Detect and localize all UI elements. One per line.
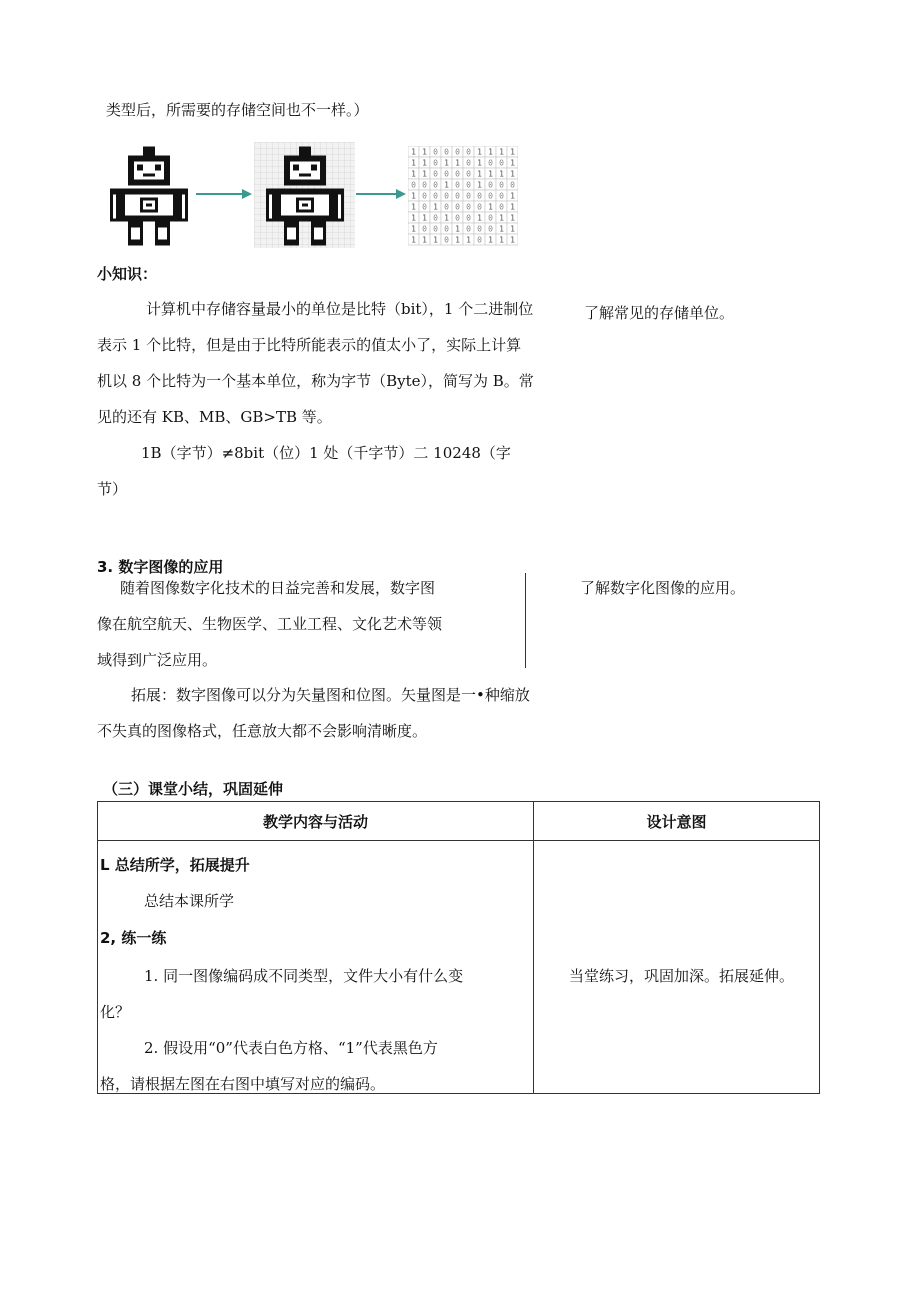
grid-digit: 0	[499, 158, 504, 168]
grid-digit: 0	[466, 180, 471, 190]
grid-digit: 0	[411, 180, 416, 190]
grid-digit: 0	[488, 213, 493, 223]
grid-digit: 0	[477, 202, 482, 212]
binary-code-grid	[408, 146, 518, 246]
grid-digit: 1	[510, 147, 515, 157]
grid-digit: 0	[477, 235, 482, 245]
grid-digit: 1	[444, 158, 449, 168]
summary-heading: （三）课堂小结，巩固延伸	[103, 780, 284, 798]
grid-digit: 1	[455, 235, 460, 245]
grid-digit: 1	[444, 180, 449, 190]
grid-digit: 1	[455, 158, 460, 168]
section3-line: 像在航空航天、生物医学、工业工程、文化艺术等领	[97, 615, 443, 633]
grid-digit: 0	[466, 191, 471, 201]
grid-digit: 0	[444, 235, 449, 245]
grid-digit: 0	[422, 224, 427, 234]
grid-digit: 1	[422, 147, 427, 157]
grid-background	[254, 142, 355, 248]
grid-digit: 1	[510, 235, 515, 245]
grid-digit: 0	[466, 202, 471, 212]
grid-digit: 0	[466, 147, 471, 157]
grid-digit: 1	[499, 169, 504, 179]
tip-line: 见的还有 KB、MB、GB>TB 等。	[97, 408, 332, 426]
grid-digit: 0	[466, 213, 471, 223]
arrow-right-icon	[196, 187, 252, 201]
item1-text: 总结本课所学	[144, 892, 235, 910]
grid-digit: 0	[444, 224, 449, 234]
grid-digit: 1	[499, 235, 504, 245]
summary-table	[97, 801, 820, 1094]
grid-digit: 0	[433, 213, 438, 223]
grid-digit: 1	[477, 169, 482, 179]
tip-line: 1B（字节）≠8bit（位）1 处（千字节）二 10248（字	[141, 444, 511, 462]
grid-digit: 0	[433, 169, 438, 179]
tip-heading: 小知识：	[97, 265, 158, 283]
grid-digit: 0	[477, 191, 482, 201]
table-header-intent: 设计意图	[534, 802, 820, 841]
grid-digit: 0	[455, 180, 460, 190]
grid-digit: 0	[422, 202, 427, 212]
grid-digit: 0	[455, 213, 460, 223]
grid-digit: 0	[422, 191, 427, 201]
grid-digit: 1	[411, 224, 416, 234]
grid-digit: 1	[499, 213, 504, 223]
grid-digit: 0	[422, 180, 427, 190]
grid-digit: 0	[455, 202, 460, 212]
grid-digit: 1	[411, 202, 416, 212]
tip-line: 机以 8 个比特为一个基本单位，称为字节（Byte），简写为 B。常	[97, 372, 534, 390]
grid-digit: 1	[422, 235, 427, 245]
grid-digit: 1	[510, 202, 515, 212]
grid-digit: 0	[433, 158, 438, 168]
grid-digit: 0	[455, 169, 460, 179]
grid-digit: 0	[466, 158, 471, 168]
grid-digit: 0	[510, 180, 515, 190]
robot-icon-gridded	[266, 146, 344, 246]
grid-digit: 1	[488, 147, 493, 157]
item2-title: 2, 练一练	[100, 929, 167, 947]
grid-digit: 1	[455, 224, 460, 234]
grid-digit: 0	[455, 147, 460, 157]
grid-digit: 1	[510, 191, 515, 201]
column-divider	[525, 573, 526, 668]
grid-digit: 0	[488, 158, 493, 168]
grid-digit: 0	[433, 147, 438, 157]
intro-line: 类型后，所需要的存储空间也不一样。）	[106, 101, 369, 119]
grid-digit: 1	[488, 169, 493, 179]
grid-digit: 1	[510, 224, 515, 234]
grid-digit: 0	[488, 191, 493, 201]
section3-heading: 3. 数字图像的应用	[97, 558, 224, 576]
grid-digit: 0	[488, 224, 493, 234]
tip-line: 节）	[97, 480, 128, 498]
table-header-content: 教学内容与活动	[98, 802, 534, 841]
extension-line: 拓展：数字图像可以分为矢量图和位图。矢量图是一•种缩放	[131, 686, 530, 704]
intent-cell	[534, 841, 819, 1093]
grid-digit: 0	[488, 180, 493, 190]
grid-digit: 1	[510, 213, 515, 223]
section3-line: 域得到广泛应用。	[97, 651, 218, 669]
grid-digit: 1	[477, 213, 482, 223]
grid-digit: 1	[411, 169, 416, 179]
question-2-cont: 格，请根据左图在右图中填写对应的编码。	[100, 1075, 386, 1093]
grid-digit: 0	[455, 191, 460, 201]
content-cell	[98, 841, 533, 1093]
grid-digit: 0	[499, 180, 504, 190]
grid-digit: 0	[444, 169, 449, 179]
grid-digit: 1	[411, 191, 416, 201]
grid-digit: 1	[433, 202, 438, 212]
grid-digit: 1	[477, 147, 482, 157]
summary-intent: 当堂练习，巩固加深。拓展延伸。	[569, 967, 795, 985]
arrow-right-icon	[356, 187, 406, 201]
grid-digit: 0	[444, 147, 449, 157]
grid-digit: 0	[433, 224, 438, 234]
grid-digit: 1	[422, 213, 427, 223]
question-2: 2. 假设用“0”代表白色方格、“1”代表黑色方	[144, 1039, 438, 1057]
grid-digit: 1	[433, 235, 438, 245]
grid-digit: 1	[411, 158, 416, 168]
grid-digit: 0	[477, 224, 482, 234]
item1-title: L 总结所学，拓展提升	[100, 856, 250, 874]
grid-digit: 0	[499, 202, 504, 212]
grid-digit: 1	[488, 202, 493, 212]
grid-digit: 1	[510, 158, 515, 168]
grid-digit: 0	[466, 224, 471, 234]
question-1: 1. 同一图像编码成不同类型，文件大小有什么变	[144, 967, 464, 985]
grid-digit: 0	[444, 191, 449, 201]
grid-digit: 1	[477, 180, 482, 190]
grid-digit: 1	[444, 213, 449, 223]
grid-digit: 1	[411, 235, 416, 245]
grid-digit: 1	[510, 169, 515, 179]
grid-digit: 1	[477, 158, 482, 168]
grid-digit: 0	[433, 180, 438, 190]
grid-digit: 1	[499, 224, 504, 234]
grid-digit: 0	[444, 202, 449, 212]
tip-line: 表示 1 个比特，但是由于比特所能表示的值太小了，实际上计算	[97, 336, 522, 354]
grid-digit: 1	[466, 235, 471, 245]
extension-line: 不失真的图像格式，任意放大都不会影响清晰度。	[97, 722, 428, 740]
grid-digit: 1	[422, 169, 427, 179]
grid-digit: 0	[433, 191, 438, 201]
grid-digit: 0	[499, 191, 504, 201]
tip-intent: 了解常见的存储单位。	[584, 304, 735, 322]
question-1-cont: 化？	[100, 1003, 131, 1021]
grid-digit: 1	[411, 213, 416, 223]
grid-digit: 1	[411, 147, 416, 157]
grid-digit: 1	[488, 235, 493, 245]
grid-digit: 1	[499, 147, 504, 157]
section3-line: 随着图像数字化技术的日益完善和发展，数字图	[120, 579, 436, 597]
grid-digit: 0	[466, 169, 471, 179]
section3-intent: 了解数字化图像的应用。	[580, 579, 746, 597]
grid-digit: 1	[422, 158, 427, 168]
tip-line: 计算机中存储容量最小的单位是比特（bit），1 个二进制位	[146, 300, 534, 318]
robot-icon-original	[110, 146, 188, 246]
